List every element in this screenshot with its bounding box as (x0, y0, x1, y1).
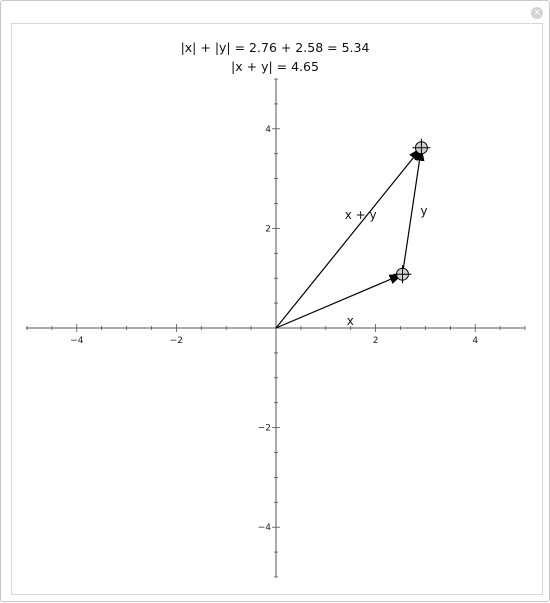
y-tick-label: −4 (257, 523, 271, 534)
vectors (276, 148, 421, 328)
y-tick-label: 2 (265, 224, 271, 235)
vector-y-label: y (420, 203, 428, 218)
x-tick-label: 4 (472, 336, 479, 346)
vector-sum-label: x + y (344, 207, 377, 222)
length-of-sum-label: |x + y| = 4.65 (231, 59, 319, 74)
close-icon[interactable]: × (531, 7, 543, 19)
x-endpoint-locator[interactable] (393, 265, 411, 283)
y-tick-label: −2 (257, 423, 271, 434)
y-tick-label: 4 (265, 124, 271, 135)
axes (26, 79, 525, 577)
x-tick-label: 2 (372, 336, 379, 346)
vector-sum-arrow (276, 148, 421, 328)
vector-labels (345, 204, 428, 328)
vector-plot (1, 1, 550, 603)
vector-y-arrow (402, 148, 421, 274)
x-tick-label: −2 (169, 336, 184, 346)
x-tick-label: −4 (70, 336, 84, 346)
sum-of-lengths-label: |x| + |y| = 2.76 + 2.58 = 5.34 (180, 40, 370, 55)
sum-endpoint-locator[interactable] (412, 139, 430, 157)
vector-x-arrow (276, 274, 402, 328)
vector-x-label: x (346, 314, 354, 329)
